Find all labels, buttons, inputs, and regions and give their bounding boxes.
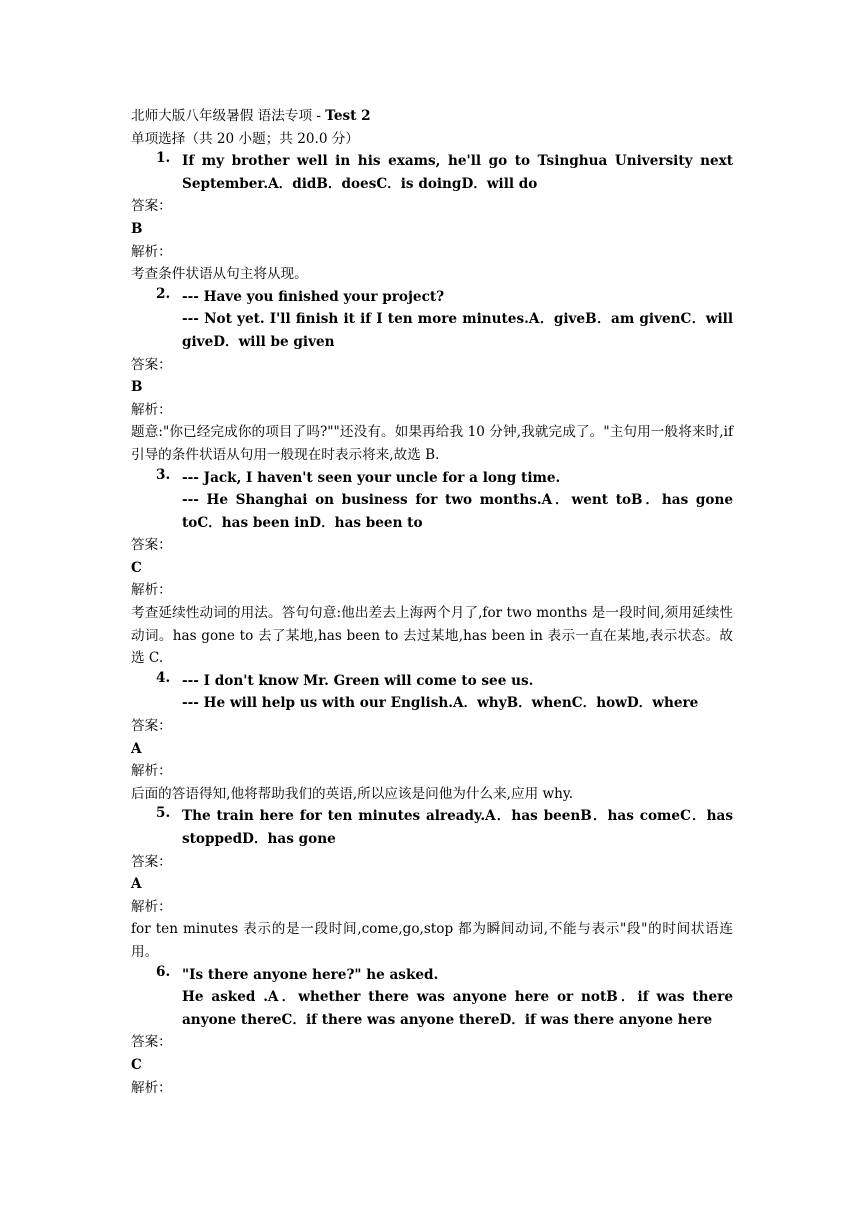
question-text: --- He will help us with our English.A．whyB．whenC．howD．where <box>182 695 699 712</box>
analysis-text: for ten minutes 表示的是一段时间,come,go,stop 都为瞬间动词,不能与表示"段"的时间状语连用。 <box>131 921 733 960</box>
analysis-text: 题意:"你已经完成你的项目了吗?""还没有。如果再给我 10 分钟,我就完成了。"主句用一般将来时,if 引导的条件状语从句用一般现在时表示将来,故选 B. <box>131 424 733 463</box>
answer-value: C <box>131 559 142 576</box>
question-text: He asked .A．whether there was anyone here or notB．if was there anyone thereC．if there was anyone thereD．if was there anyone here <box>182 989 733 1028</box>
question-text: The train here for ten minutes already.A．has beenB．has comeC．has stoppedD．has gone <box>182 808 733 847</box>
question-item <box>131 286 733 354</box>
question-item <box>131 964 733 1032</box>
analysis-label: 解析： <box>131 243 172 260</box>
question-text: If my brother well in his exams, he'll go to Tsinghua University next September.A．didB．doesC．is doingD．will do <box>182 153 733 192</box>
question-text: "Is there anyone here?" he asked. <box>182 966 439 983</box>
analysis-text: 后面的答语得知,他将帮助我们的英语,所以应该是问他为什么来,应用 why. <box>131 785 574 802</box>
answer-value: C <box>131 1056 142 1073</box>
document-title <box>131 105 733 128</box>
answer-label: 答案： <box>131 1034 172 1051</box>
answer-value: B <box>131 379 143 396</box>
question-text: --- I don't know Mr. Green will come to see us. <box>182 672 534 689</box>
question-item <box>131 805 733 850</box>
title-text: 北师大版八年级暑假 语法专项 - <box>131 108 326 124</box>
analysis-label: 解析： <box>131 1079 172 1096</box>
answer-label: 答案： <box>131 853 172 870</box>
answer-label: 答案： <box>131 356 172 373</box>
answer-label: 答案： <box>131 198 172 215</box>
answer-label: 答案： <box>131 537 172 554</box>
answer-value: A <box>131 876 142 893</box>
analysis-label: 解析： <box>131 898 172 915</box>
question-number: 2. <box>156 285 171 302</box>
document-content <box>131 105 733 1099</box>
question-item <box>131 467 733 535</box>
question-number: 1. <box>156 150 171 167</box>
title-test-label: Test 2 <box>325 108 371 124</box>
section-heading: 单项选择（共 20 小题；共 20.0 分） <box>131 130 359 147</box>
question-number: 4. <box>156 669 171 686</box>
question-text: --- He Shanghai on business for two months.A．went toB．has gone toC．has been inD．has been to <box>182 492 733 531</box>
analysis-label: 解析： <box>131 582 172 599</box>
question-number: 5. <box>156 805 171 822</box>
question-number: 3. <box>156 466 171 483</box>
question-number: 6. <box>156 963 171 980</box>
analysis-label: 解析： <box>131 763 172 780</box>
question-text: --- Have you finished your project? <box>182 288 445 305</box>
answer-value: A <box>131 740 142 757</box>
question-item <box>131 150 733 195</box>
answer-value: B <box>131 220 143 237</box>
analysis-text: 考查条件状语从句主将从现。 <box>131 266 308 283</box>
analysis-label: 解析： <box>131 401 172 418</box>
analysis-text: 考查延续性动词的用法。答句句意:他出差去上海两个月了,for two months 是一段时间,须用延续性动词。has gone to 去了某地,has been to 去过某地,has been in 表示一直在某地,表示状态。故选 C. <box>131 605 733 667</box>
question-text: --- Jack, I haven't seen your uncle for a long time. <box>182 469 561 486</box>
answer-label: 答案： <box>131 718 172 735</box>
question-text: --- Not yet. I'll finish it if I ten more minutes.A．giveB．am givenC．will giveD．will be given <box>182 311 733 350</box>
question-item <box>131 670 733 715</box>
